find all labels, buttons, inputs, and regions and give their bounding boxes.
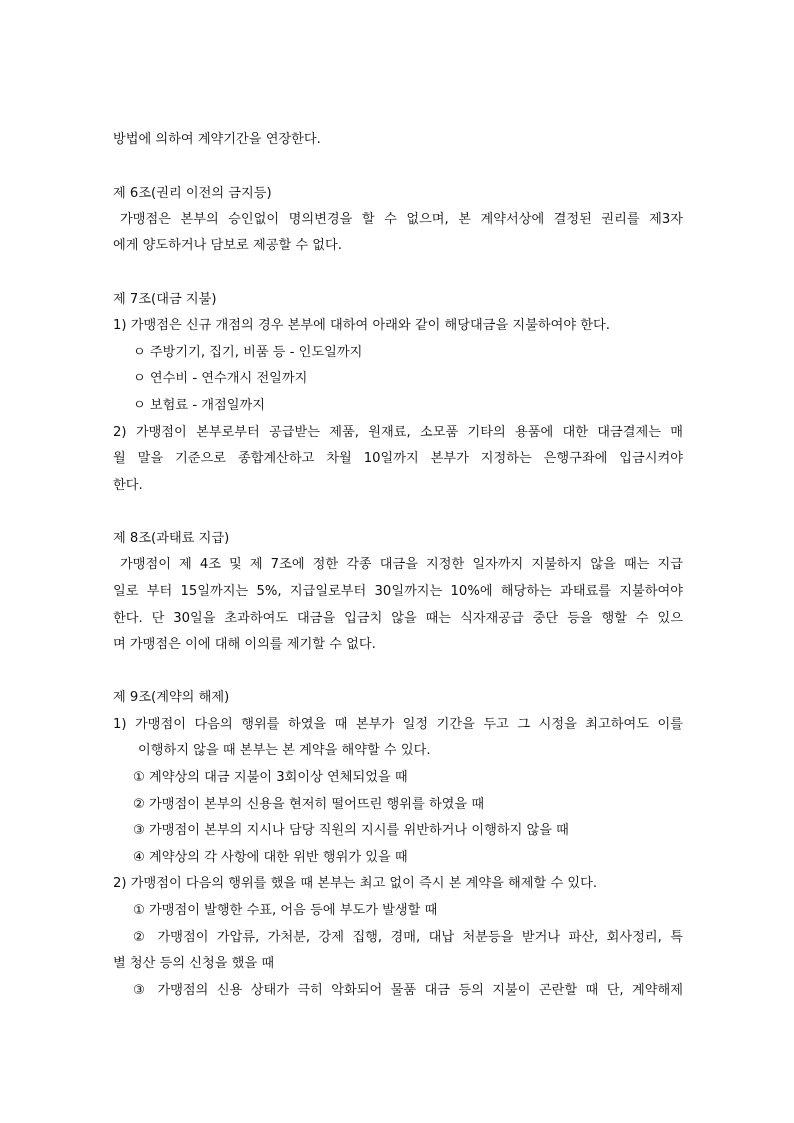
section-heading-7: 제 7조(대금 지불) — [113, 292, 217, 307]
text-line: 2) 가맹점이 본부로부터 공급받는 제품, 원재료, 소모품 기타의 용품에 대한 대금결제는 매 — [113, 425, 683, 440]
text-line: 1) 가맹점이 다음의 행위를 하였을 때 본부가 일정 기간을 두고 그 시정을 최고하여도 이를 — [113, 717, 683, 732]
text-line: 며 가맹점은 이에 대해 이의를 제기할 수 없다. — [113, 637, 376, 652]
list-item: ③ 가맹점이 본부의 지시나 담당 직원의 지시를 위반하거나 이행하지 않을 때 — [133, 823, 569, 838]
list-item: ② 가맹점이 가압류, 가처분, 강제 집행, 경매, 대납 처분등을 받거나 파산, 회사정리, 특 — [133, 930, 683, 945]
list-item: ㅇ 보험료 - 개점일까지 — [133, 398, 265, 413]
text-line: 방법에 의하여 계약기간을 연장한다. — [113, 132, 321, 147]
text-line: 한다. 단 30일을 초과하여도 대금을 입금치 않을 때는 식자재공급 중단 등을 행할 수 있으 — [113, 611, 683, 626]
text-line: 월 말을 기준으로 종합계산하고 차월 10일까지 본부가 지정하는 은행구좌에 입금시켜야 — [113, 451, 683, 466]
list-item: ㅇ 주방기기, 집기, 비품 등 - 인도일까지 — [133, 345, 363, 360]
section-heading-9: 제 9조(계약의 해제) — [113, 690, 230, 705]
text-line: 이행하지 않을 때 본부는 본 계약을 해약할 수 있다. — [138, 743, 431, 758]
text-line: 별 청산 등의 신청을 했을 때 — [113, 956, 275, 971]
text-line: 2) 가맹점이 다음의 행위를 했을 때 본부는 최고 없이 즉시 본 계약을 해제할 수 있다. — [113, 876, 598, 891]
text-line: 가맹점은 본부의 승인없이 명의변경을 할 수 없으며, 본 계약서상에 결정된 권리를 제3자 — [120, 212, 683, 227]
list-item: ① 가맹점이 발행한 수표, 어음 등에 부도가 발생할 때 — [133, 903, 438, 918]
section-heading-8: 제 8조(과태료 지급) — [113, 531, 230, 546]
list-item: ② 가맹점이 본부의 신용을 현저히 떨어뜨린 행위를 하였을 때 — [133, 797, 485, 812]
list-item: ① 계약상의 대금 지불이 3회이상 연체되었을 때 — [133, 770, 408, 785]
text-line: 1) 가맹점은 신규 개점의 경우 본부에 대하여 아래와 같이 해당대금을 지불하여야 한다. — [113, 318, 610, 333]
text-line: 한다. — [113, 478, 143, 493]
text-line: 가맹점이 제 4조 및 제 7조에 정한 각종 대금을 지정한 일자까지 지불하지 않을 때는 지급 — [120, 557, 683, 572]
list-item: ④ 계약상의 각 사항에 대한 위반 행위가 있을 때 — [133, 850, 408, 865]
list-item: ㅇ 연수비 - 연수개시 전일까지 — [133, 371, 308, 386]
text-line: 일로 부터 15일까지는 5%, 지급일로부터 30일까지는 10%에 해당하는 과태료를 지불하여야 — [113, 584, 683, 599]
text-line: 에게 양도하거나 담보로 제공할 수 없다. — [113, 238, 342, 253]
list-item: ③ 가맹점의 신용 상태가 극히 악화되어 물품 대금 등의 지불이 곤란할 때 단, 계약해제 — [133, 983, 683, 998]
section-heading-6: 제 6조(권리 이전의 금지등) — [113, 186, 272, 201]
